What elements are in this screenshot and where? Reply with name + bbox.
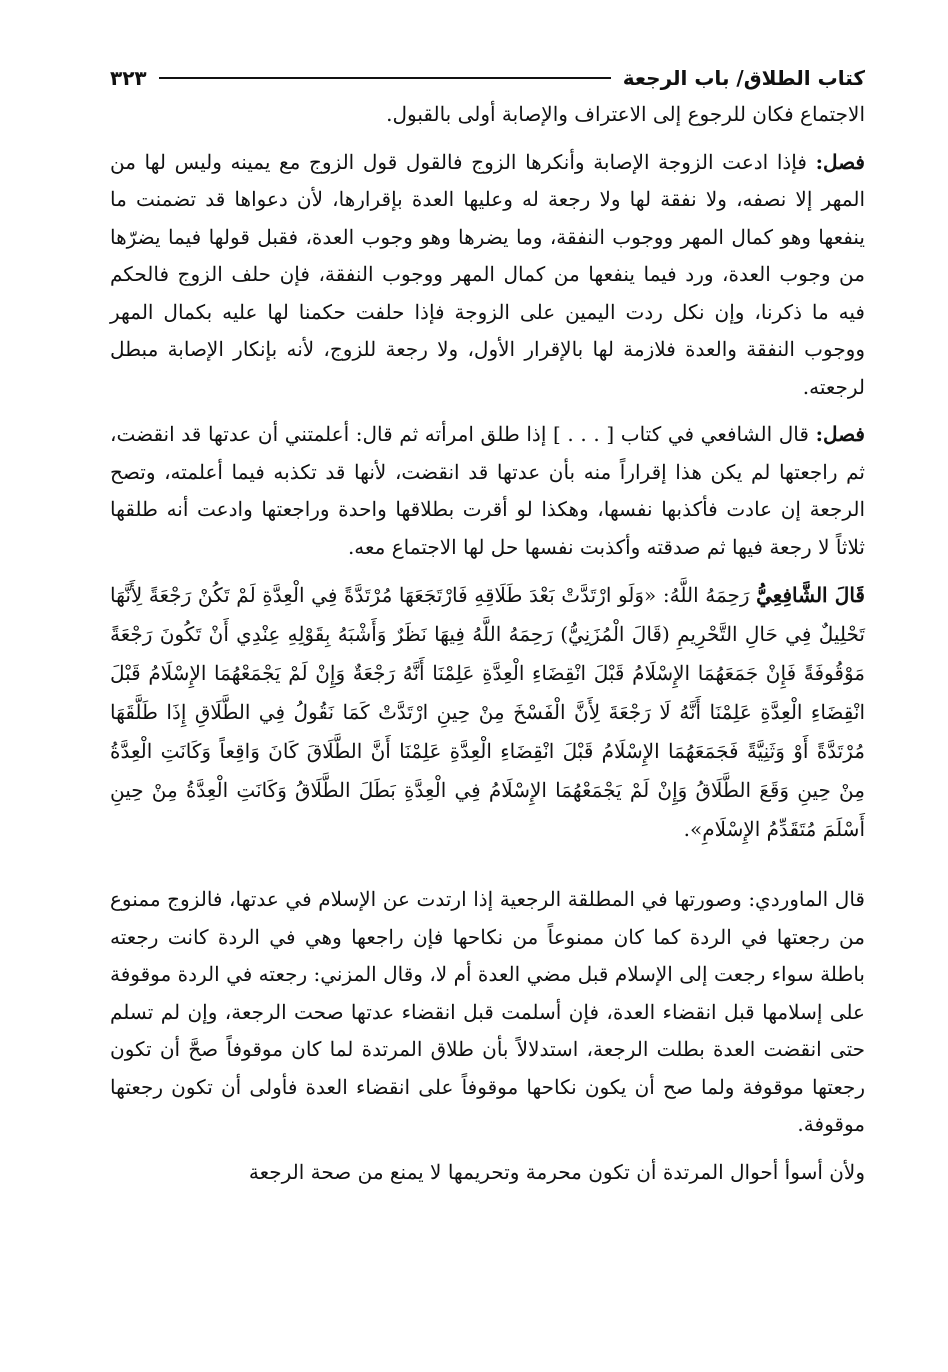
main-text bbox=[110, 96, 865, 1191]
paragraph-text: الاجتماع فكان للرجوع إلى الاعتراف والإصابة أولى بالقبول. bbox=[386, 102, 865, 126]
header-rule bbox=[159, 77, 611, 79]
commentary-text: ولأن أسوأ أحوال المرتدة أن تكون محرمة وتحريمها لا يمنع من صحة الرجعة bbox=[248, 1159, 865, 1184]
commentary-text: قال الماوردي: وصورتها في المطلقة الرجعية إذا ارتدت عن الإسلام في عدتها، فالزوج ممنوع من رجعتها في الردة كما كان ممنوعاً من نكاحها فإن راجعها وهي في الردة كانت رجعته باطلة سواء رجعت إلى الإسلام قبل مضي العدة أم لا، وقال المزني: رجعته في الردة موقوفة على إسلامها قبل انقضاء العدة، فإن أسلمت قبل انقضاء عدتها صحت الرجعة، وإن لم تسلم حتى انقضت العدة بطلت الرجعة، استدلالاً بأن طلاق المرتدة لما كان موقوفاً صحَّ أن تكون رجعتها موقوفة ولما صح أن يكون نكاحها موقوفاً على انقضاء العدة فأولى أن تكون رجعتها موقوفة. bbox=[110, 887, 865, 1136]
commentary-paragraph bbox=[110, 1154, 865, 1192]
shafii-quote bbox=[110, 576, 865, 849]
paragraph-text: قال الشافعي في كتاب [ . . . ] إذا طلق امرأته ثم قال: أعلمتني أن عدتها قد انقضت، ثم راجعتها لم يكن هذا إقراراً منه بأن عدتها قد انقضت، لأنها قد تكذبه فيما أعلمته، وتصح الرجعة إن عادت فأكذبها نفسها، وهكذا لو أقرت بطلاقها واحدة وراجعتها وادعت أنه طلقها ثلاثاً لا رجعة فيها ثم صدقته وأكذبت نفسها حل لها الاجتماع معه. bbox=[110, 422, 865, 559]
section-label: فصل: bbox=[815, 149, 865, 174]
book-page bbox=[110, 60, 865, 1191]
page-number: ٣٢٣ bbox=[110, 66, 147, 90]
section-paragraph bbox=[110, 416, 865, 566]
running-header bbox=[110, 60, 865, 96]
quote-text: رَحِمَهُ اللَّهُ: «وَلَو ارْتَدَّتْ بَعْدَ طَلَاقِهِ فَارْتَجَعَهَا مُرْتَدَّةً فِي الْعِدَّةِ لَمْ تَكُنْ رَجْعَةً لِأَنَّهَا تَحْلِيلٌ فِي حَالِ التَّحْرِيمِ (قَالَ الْمُزَنِيُّ) رَحِمَهُ اللَّهُ فِيهَا نَظَرٌ وَأَشْبَهُ بِقَوْلِهِ عِنْدِي أَنْ تَكُونَ رَجْعَةً مَوْقُوفَةً فَإِنْ جَمَعَهُمَا الإِسْلَامُ قَبْلَ انْقِضَاءِ الْعِدَّةِ عَلِمْنَا أَنَّهُ رَجْعَةٌ وَإِنْ لَمْ يَجْمَعْهُمَا الإِسْلَامُ قَبْلَ انْقِضَاءِ الْعِدَّةِ عَلِمْنَا أَنَّهُ لَا رَجْعَةَ لِأَنَّ الْفَسْخَ مِنْ حِينِ ارْتَدَّتْ كَمَا نَقُولُ فِي الطَّلَاقِ إِذَا طَلَّقَهَا مُرْتَدَّةً أَوْ وَثَنِيَّةً فَجَمَعَهُمَا الإِسْلَامُ قَبْلَ انْقِضَاءِ الْعِدَّةِ عَلِمْنَا أَنَّ الطَّلَاقَ كَانَ وَاقِعاً وَكَانَتِ الْعِدَّةُ مِنْ حِينِ وَقَعَ الطَّلَاقُ وَإِنْ لَمْ يَجْمَعْهُمَا الإِسْلَامُ فِي الْعِدَّةِ بَطَلَ الطَّلَاقُ وَكَانَتِ الْعِدَّةُ مِنْ حِينِ أَسْلَمَ مُتَقَدِّمُ الإِسْلَامِ». bbox=[110, 583, 865, 841]
paragraph-continuation bbox=[110, 96, 865, 134]
commentary-paragraph bbox=[110, 881, 865, 1144]
chapter-title: كتاب الطلاق/ باب الرجعة bbox=[622, 66, 865, 90]
section-label: فصل: bbox=[815, 422, 865, 446]
section-paragraph bbox=[110, 144, 865, 407]
quote-speaker: قَالَ الشَّافِعِيُّ bbox=[756, 583, 865, 607]
paragraph-text: فإذا ادعت الزوجة الإصابة وأنكرها الزوج فالقول قول الزوج مع يمينه وليس لها من المهر إلا نصفه، ولا نفقة لها ولا رجعة له وعليها العدة بإقرارها، لأن دعواها قد تضمنت ما ينفعها وهو كمال المهر ووجوب النفقة، وما يضرها وهو وجوب العدة، فقبل قولها فيما يضرّها من وجوب العدة، ورد فيما ينفعها من كمال المهر ووجوب النفقة، فإن حلف الزوج فالحكم فيه ما ذكرنا، وإن نكل ردت اليمين على الزوجة فإذا حلفت حكمنا لها عليه بكمال المهر ووجوب النفقة والعدة فلازمة لها بالإقرار الأول، ولا رجعة للزوج، لأنه بإنكار الإصابة مبطل لرجعته. bbox=[110, 149, 865, 399]
